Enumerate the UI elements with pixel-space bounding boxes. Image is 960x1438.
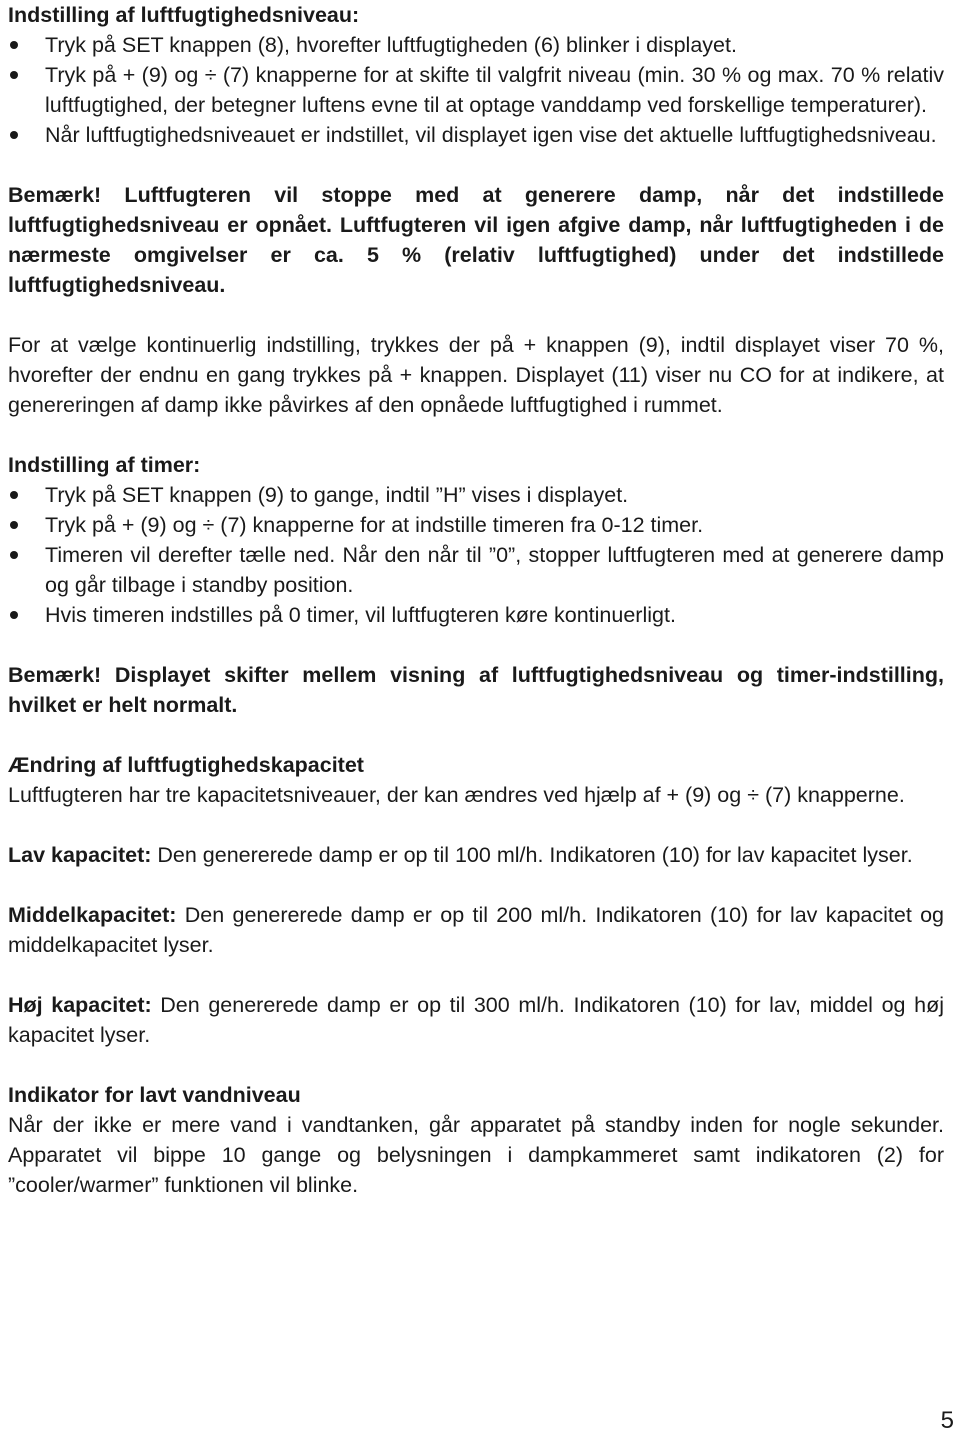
timer-setting-section bbox=[8, 450, 944, 630]
capacity-level-label: Høj kapacitet: bbox=[8, 993, 152, 1017]
spacer bbox=[8, 300, 944, 330]
humidity-note: Bemærk! Luftfugteren vil stoppe med at generere damp, når det indstillede luftfugtighedsniveau er opnået. Luftfugteren vil igen afgive damp, når luftfugtigheden i de nærmeste omgivelser er ca. 5 % (relativ luftfugtighed) under det indstillede luftfugtighedsniveau. bbox=[8, 183, 944, 297]
continuous-setting-paragraph: For at vælge kontinuerlig indstilling, trykkes der på + knappen (9), indtil displayet viser 70 %, hvorefter der endnu en gang trykkes på + knappen. Displayet (11) viser nu CO for at indikere, at genereringen af damp ikke påvirkes af den opnåede luftfugtighed i rummet. bbox=[8, 333, 944, 417]
bullet-icon bbox=[10, 611, 18, 619]
list-item-text: Hvis timeren indstilles på 0 timer, vil luftfugteren køre kontinuerligt. bbox=[45, 603, 676, 627]
low-water-section bbox=[8, 1080, 944, 1200]
capacity-intro: Luftfugteren har tre kapacitetsniveauer, der kan ændres ved hjælp af + (9) og ÷ (7) knapperne. bbox=[8, 783, 905, 807]
capacity-level-text: Den genererede damp er op til 300 ml/h. Indikatoren (10) for lav, middel og høj kapacitet lyser. bbox=[8, 993, 944, 1047]
spacer bbox=[8, 630, 944, 660]
list-item-text: Tryk på SET knappen (9) to gange, indtil ”H” vises i displayet. bbox=[45, 483, 629, 507]
humidity-setting-list bbox=[8, 30, 944, 150]
list-item bbox=[8, 600, 944, 630]
spacer bbox=[8, 960, 944, 990]
list-item bbox=[8, 540, 944, 600]
capacity-heading: Ændring af luftfugtighedskapacitet bbox=[8, 753, 364, 777]
list-item-text: Tryk på + (9) og ÷ (7) knapperne for at skifte til valgfrit niveau (min. 30 % og max. 70 % relativ luftfugtighed, der betegner luftens evne til at optage vanddamp ved forskellige temperaturer). bbox=[45, 63, 944, 117]
capacity-level-high bbox=[8, 990, 944, 1050]
humidity-setting-section bbox=[8, 0, 944, 150]
timer-setting-heading: Indstilling af timer: bbox=[8, 453, 201, 477]
capacity-level-label: Middelkapacitet: bbox=[8, 903, 177, 927]
low-water-paragraph: Når der ikke er mere vand i vandtanken, går apparatet på standby inden for nogle sekunder. Apparatet vil bippe 10 gange og belysningen i dampkammeret samt indikatoren (2) for ”cooler/warmer” funktionen vil blinke. bbox=[8, 1113, 944, 1197]
capacity-level-text: Den genererede damp er op til 200 ml/h. Indikatoren (10) for lav kapacitet og middelkapacitet lyser. bbox=[8, 903, 944, 957]
list-item bbox=[8, 120, 944, 150]
bullet-icon bbox=[10, 491, 18, 499]
bullet-icon bbox=[10, 521, 18, 529]
bullet-icon bbox=[10, 131, 18, 139]
bullet-icon bbox=[10, 71, 18, 79]
bullet-icon bbox=[10, 551, 18, 559]
page-number: 5 bbox=[940, 1407, 954, 1434]
list-item bbox=[8, 60, 944, 120]
list-item bbox=[8, 480, 944, 510]
timer-note: Bemærk! Displayet skifter mellem visning af luftfugtighedsniveau og timer-indstilling, hvilket er helt normalt. bbox=[8, 663, 944, 717]
list-item-text: Tryk på SET knappen (8), hvorefter luftfugtigheden (6) blinker i displayet. bbox=[45, 33, 737, 57]
spacer bbox=[8, 420, 944, 450]
spacer bbox=[8, 810, 944, 840]
spacer bbox=[8, 1050, 944, 1080]
capacity-level-low bbox=[8, 840, 944, 870]
list-item bbox=[8, 510, 944, 540]
humidity-setting-heading: Indstilling af luftfugtighedsniveau: bbox=[8, 3, 360, 27]
bullet-icon bbox=[10, 41, 18, 49]
capacity-level-label: Lav kapacitet: bbox=[8, 843, 152, 867]
spacer bbox=[8, 870, 944, 900]
list-item-text: Tryk på + (9) og ÷ (7) knapperne for at indstille timeren fra 0-12 timer. bbox=[45, 513, 704, 537]
manual-page bbox=[8, 0, 944, 1200]
low-water-heading: Indikator for lavt vandniveau bbox=[8, 1083, 301, 1107]
list-item-text: Når luftfugtighedsniveauet er indstillet, vil displayet igen vise det aktuelle luftfugtighedsniveau. bbox=[45, 123, 937, 147]
capacity-level-medium bbox=[8, 900, 944, 960]
spacer bbox=[8, 150, 944, 180]
spacer bbox=[8, 720, 944, 750]
capacity-level-text: Den genererede damp er op til 100 ml/h. Indikatoren (10) for lav kapacitet lyser. bbox=[151, 843, 913, 867]
timer-setting-list bbox=[8, 480, 944, 630]
list-item-text: Timeren vil derefter tælle ned. Når den når til ”0”, stopper luftfugteren med at generere damp og går tilbage i standby position. bbox=[45, 543, 944, 597]
capacity-section bbox=[8, 750, 944, 1050]
list-item bbox=[8, 30, 944, 60]
